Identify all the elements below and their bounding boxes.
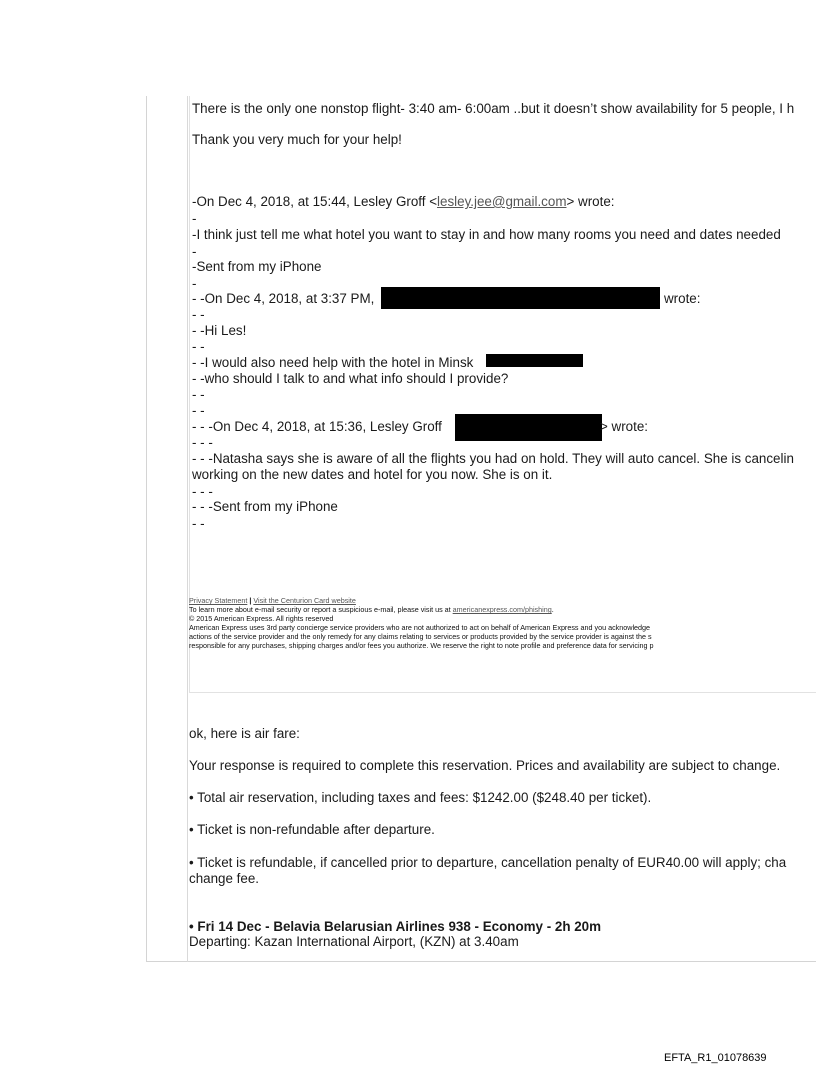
quoted-line-thanks: Thank you very much for your help! [192, 132, 402, 147]
outer-border-bottom [146, 961, 816, 962]
quoted-header-1536: - - -On Dec 4, 2018, at 15:36, Lesley Groff [192, 419, 442, 434]
amex-disclaimer: responsible for any purchases, shipping charges and/or fees you authorize. We reserve the right to note profile and preference data for servicing p [189, 641, 654, 650]
quoted-sent-iphone: - - -Sent from my iPhone [192, 499, 338, 514]
quoted-line-minsk: - -I would also need help with the hotel in Minsk [192, 355, 474, 370]
refundable-bullet: • Ticket is refundable, if cancelled prior to departure, cancellation penalty of EUR40.00 will apply; cha [189, 855, 787, 870]
phishing-link[interactable]: americanexpress.com/phishing [452, 605, 552, 614]
quote-marker: - - [192, 516, 205, 531]
quoted-line-natasha: - - -Natasha says she is aware of all the flights you had on hold. They will auto cancel. She is cancelin [192, 451, 794, 466]
refundable-bullet-cont: change fee. [189, 871, 259, 886]
total-reservation-bullet: • Total air reservation, including taxes and fees: $1242.00 ($248.40 per ticket). [189, 790, 652, 805]
amex-footer-links [189, 596, 356, 605]
redaction-box [381, 287, 660, 309]
non-refundable-bullet: • Ticket is non-refundable after departure. [189, 822, 435, 837]
amex-disclaimer: actions of the service provider and the only remedy for any claims relating to services or products provided by the service provider is against the s [189, 632, 652, 641]
quote-marker: - - [192, 307, 205, 322]
email-link[interactable]: lesley.jee@gmail.com [437, 194, 567, 209]
quoted-header-1544 [192, 194, 615, 210]
redaction-box [455, 414, 602, 441]
document-id: EFTA_R1_01078639 [664, 1052, 767, 1064]
quoted-sent-iphone: -Sent from my iPhone [192, 259, 322, 274]
quote-marker: - - - [192, 484, 213, 499]
amex-copyright: © 2015 American Express. All rights reserved [189, 614, 334, 623]
airfare-intro: ok, here is air fare: [189, 726, 300, 741]
amex-security-note [189, 605, 554, 614]
security-text: To learn more about e-mail security or report a suspicious e-mail, please visit us at [189, 605, 453, 614]
amex-disclaimer: American Express uses 3rd party concierge service providers who are not authorized to act on behalf of American Express and you acknowledge [189, 623, 651, 632]
link-separator: | [247, 596, 254, 605]
centurion-card-link[interactable]: Visit the Centurion Card website [253, 596, 356, 605]
quote-marker: - - [192, 403, 205, 418]
quote-border-bottom [189, 692, 816, 693]
quote-marker: - - - [192, 435, 213, 450]
quoted-line-hotel: -I think just tell me what hotel you want to stay in and how many rooms you need and dates needed [192, 227, 781, 242]
quoted-header-337: - -On Dec 4, 2018, at 3:37 PM, [192, 291, 375, 306]
quoted-line-hi-les: - -Hi Les! [192, 323, 247, 338]
quoted-header-337-wrote: wrote: [664, 291, 701, 306]
quote-marker: - [192, 244, 197, 259]
flight-heading: • Fri 14 Dec - Belavia Belarusian Airlines 938 - Economy - 2h 20m [189, 919, 602, 934]
quote-marker: - [192, 211, 197, 226]
response-required: Your response is required to complete this reservation. Prices and availability are subject to change. [189, 758, 781, 773]
quoted-header-1536-wrote: > wrote: [600, 419, 649, 434]
outer-border-left [146, 96, 147, 962]
inner-border-left [187, 96, 188, 962]
quoted-line-who: - -who should I talk to and what info should I provide? [192, 371, 509, 386]
quoted-line-availability: There is the only one nonstop flight- 3:40 am- 6:00am ..but it doesn’t show availability for 5 people, I h [192, 101, 795, 116]
quote-marker: - [192, 276, 197, 291]
quote-marker: - - [192, 339, 205, 354]
security-text: . [551, 605, 554, 614]
redaction-box [486, 354, 583, 367]
quote-marker: - - [192, 387, 205, 402]
header-text: > wrote: [566, 194, 615, 209]
header-text: -On Dec 4, 2018, at 15:44, Lesley Groff < [192, 194, 438, 209]
departing-line: Departing: Kazan International Airport, (KZN) at 3.40am [189, 934, 519, 949]
privacy-statement-link[interactable]: Privacy Statement [189, 596, 248, 605]
quoted-line-natasha-cont: working on the new dates and hotel for you now. She is on it. [192, 467, 553, 482]
